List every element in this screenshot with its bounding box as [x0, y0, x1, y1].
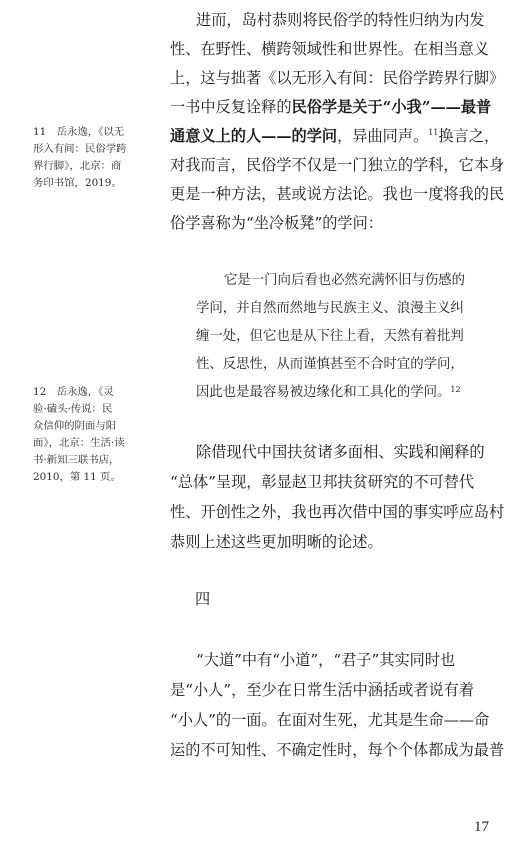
text-line [170, 124, 500, 148]
text-line: “小人”的一面。在面对生死，尤其是生命——命 [170, 711, 490, 729]
footnote-ref-11: 11 [428, 128, 439, 137]
text-run: 因此也是最容易被边缘化和工具化的学问。 [196, 385, 451, 400]
footnote-line: 界行脚》，北京：商 [33, 160, 122, 172]
text-line: 性、开创性之外，我也再次借中国的事实呼应岛村 [170, 503, 505, 521]
footnote-line: 12 岳永逸，《灵 [33, 386, 114, 398]
text-line [170, 95, 495, 119]
text-run: ，异曲同声。 [337, 127, 429, 145]
quote-line: 性、反思性，从而谨慎甚至不合时宜的学问， [196, 357, 464, 372]
text-line: 除借现代中国扶贫诸多面相、实践和阐释的 [196, 443, 485, 461]
text-line: 更是一种方法，甚或说方法论。我也一度将我的民 [170, 185, 505, 203]
text-line: 俗学喜称为“坐冷板凳”的学问： [170, 214, 383, 232]
footnote-line: 面》，北京：生活·读 [33, 437, 125, 449]
quote-line: 它是一门向后看也必然充满怀旧与伤感的 [224, 273, 466, 288]
footnote-line: 众信仰的阴面与阳 [33, 420, 117, 432]
footnote-line: 务印书馆，2019。 [33, 177, 122, 189]
page-number: 17 [474, 819, 489, 835]
text-run: 换言之， [438, 127, 500, 145]
quote-line: 缠一处，但它也是从下往上看，天然有着批判 [196, 329, 464, 344]
text-line: 性、在野性、横跨领域性和世界性。在相当意义 [170, 40, 489, 58]
footnote-line: 验·磕头·传说：民 [33, 403, 113, 415]
text-line: 运的不可知性、不确定性时，每个个体都成为最普 [170, 741, 505, 759]
footnote-line: 2010，第 11 页。 [33, 471, 121, 483]
quote-line [196, 382, 496, 404]
footnote-line: 形入有间：民俗学跨 [33, 143, 127, 155]
text-line: 恭则上述这些更加明晰的论述。 [170, 533, 383, 551]
quote-line: 学问，并自然而然地与民族主义、浪漫主义纠 [196, 301, 464, 316]
text-line: 进而，岛村恭则将民俗学的特性归纳为内发 [196, 11, 485, 29]
text-line: 上，这与拙著《以无形入有间：民俗学跨界行脚》 [170, 69, 505, 87]
text-run: 一书中反复诠释的 [170, 98, 292, 116]
footnote-line: 11 岳永逸，《以无 [33, 126, 125, 138]
text-line: 对我而言，民俗学不仅是一门独立的学科，它本身 [170, 156, 505, 174]
text-line: 是“小人”，至少在日常生活中涵括或者说有着 [170, 681, 475, 699]
footnote-ref-12: 12 [450, 385, 461, 394]
footnote-line: 书·新知三联书店， [33, 454, 120, 466]
text-line: “总体”呈现，彰显赵卫邦扶贫研究的不可替代 [170, 473, 475, 491]
text-line: “大道”中有“小道”，“君子”其实同时也 [196, 651, 456, 669]
section-heading: 四 [195, 590, 211, 608]
bold-text: 通意义上的人——的学问 [170, 127, 338, 145]
bold-text: 民俗学是关于“小我”——最普 [291, 98, 492, 116]
